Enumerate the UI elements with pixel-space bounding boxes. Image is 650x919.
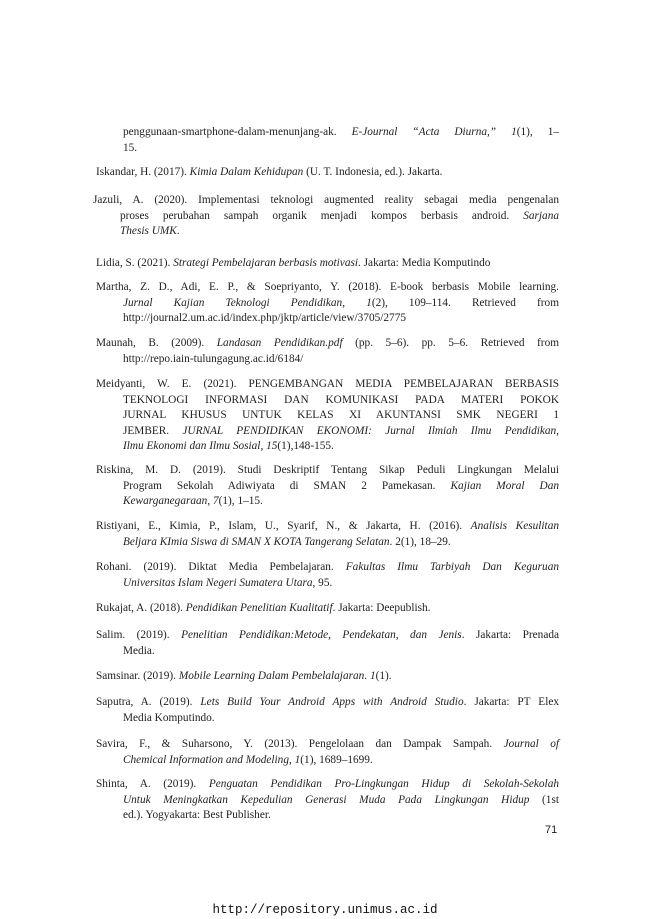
reference-text: Universitas Islam Negeri Sumatera Utara [123,576,313,589]
reference-entry [96,256,559,272]
reference-text: Savira, F., & Suharsono, Y. (2013). Pengelolaan dan Dampak Sampah. [96,738,504,750]
reference-text: Penguatan Pendidikan Pro-Lingkungan Hidup di Sekolah-Sekolah [208,778,559,790]
reference-text: Kimia Dalam Kehidupan [189,166,304,178]
reference-text: (2), 109–114. Retrieved from [371,296,559,309]
reference-text: Kewarganegaraan [123,495,208,508]
reference-text: . 2(1), 18–29. [389,535,451,548]
reference-line [96,560,559,576]
reference-line [93,193,559,209]
reference-text: . [364,670,370,682]
reference-text: 1 [294,753,301,766]
reference-line [96,424,559,440]
reference-entry [96,601,559,617]
reference-line [96,311,559,327]
reference-text: . Jakarta: Deepublish. [332,602,431,614]
reference-text: Penelitian Pendidikan:Metode, Pendekatan, dan Jenis [181,629,462,641]
reference-text: Pendidikan Penelitian Kualitatif [185,602,333,614]
reference-text: Kajian Moral Dan [450,479,559,492]
reference-line [96,793,559,809]
reference-line [96,535,559,551]
reference-text: Riskina, M. D. (2019). Studi Deskriptif Tentang Sikap Peduli Lingkungan Melalui [96,464,559,476]
reference-text: JURNAL KHUSUS UNTUK KELAS XI AKUNTANSI SMK NEGERI 1 [123,409,559,422]
repository-url[interactable]: http://repository.unimus.ac.id [212,903,438,917]
reference-text: Shinta, A. (2019). [96,778,209,790]
reference-text: , 95. [312,576,333,589]
reference-line [96,808,559,824]
reference-entry [96,628,559,659]
reference-line [96,393,559,409]
reference-text: 15. [123,141,138,154]
reference-line [96,280,559,296]
reference-entry [96,669,559,685]
reference-text: Analisis Kesulitan [470,520,559,532]
reference-text: ed.). Yogyakarta: Best Publisher. [123,809,271,822]
reference-text: . Jakarta: PT Elex [463,696,559,708]
reference-line [96,296,559,312]
reference-line [96,695,559,711]
reference-text: penggunaan-smartphone-dalam-menunjang-ak. [123,126,352,138]
reference-text: Mobile Learning Dalam Pembelalajaran [178,670,365,682]
reference-line [96,753,559,769]
reference-line [96,408,559,424]
reference-text: Jurnal Kajian Teknologi Pendidikan [123,296,343,309]
reference-line [93,224,559,240]
reference-text: 1 [366,296,372,309]
reference-text: Salim. (2019). [96,629,182,641]
reference-text: Ilmu Ekonomi dan Ilmu Sosial [123,440,261,453]
reference-line [96,644,559,660]
reference-line [96,165,559,181]
reference-line [96,669,559,685]
reference-line [93,209,559,225]
reference-text: Beljara KImia Siswa di SMAN X KOTA Tangerang Selatan [123,535,390,548]
reference-text: Rohani. (2019). Diktat Media Pembelajaran. [96,561,346,573]
reference-text: (1), 1– [516,126,559,138]
reference-text: , [288,753,295,766]
reference-text: , [207,495,213,508]
reference-entry [96,463,559,510]
reference-text: (U. T. Indonesia, ed.). Jakarta. [303,166,443,178]
reference-text: Chemical Information and Modeling [123,753,289,766]
page-number: 71 [545,824,558,836]
reference-text: Ristiyani, E., Kimia, P., Islam, U., Syarif, N., & Jakarta, H. (2016). [96,520,471,532]
reference-text: (1), 1689–1699. [300,753,373,766]
reference-entry [96,280,559,327]
reference-text: Untuk Meningkatkan Kepedulian Generasi Muda Pada Lingkungan Hidup [123,793,530,806]
reference-text: Thesis UMK [120,225,177,238]
reference-line [96,628,559,644]
reference-text: TEKNOLOGI INFORMASI DAN KOMUNIKASI PADA MATERI POKOK [123,393,559,406]
reference-line [123,125,559,141]
reference-text: 1 [369,670,376,682]
reference-text: Jazuli, A. (2020). Implementasi teknologi augmented reality sebagai media pengenalan [93,194,559,206]
reference-text: Lets Build Your Android Apps with Android Studio [200,696,464,708]
reference-entry [123,125,559,156]
reference-text: Iskandar, H. (2017). [96,166,190,178]
reference-text: Meidyanti, W. E. (2021). PENGEMBANGAN MEDIA PEMBELAJARAN BERBASIS [96,378,559,390]
reference-text: JEMBER. [123,424,183,437]
reference-entry [96,377,559,455]
reference-entry [96,165,559,181]
reference-text: , [260,440,267,453]
reference-text: (1). [375,670,392,682]
reference-text: E-Journal “Acta Diurna,” 1 [351,126,517,138]
reference-text: Samsinar. (2019). [96,670,179,682]
reference-text: Fakultas Ilmu Tarbiyah Dan Keguruan [345,561,560,573]
reference-text: Media Komputindo. [123,711,215,724]
reference-line [96,494,559,510]
reference-text: (1), 1–15. [218,495,263,508]
reference-text: . Jakarta: Prenada [461,629,560,641]
reference-text: . [176,225,180,238]
reference-text: 15 [266,440,278,453]
reference-line [96,463,559,479]
reference-line [96,519,559,535]
reference-line [96,777,559,793]
reference-line [96,377,559,393]
reference-text: Rukajat, A. (2018). [96,602,186,614]
reference-text: 7 [212,495,219,508]
reference-line [123,141,559,157]
reference-line [96,336,559,352]
reference-entry [96,336,559,367]
reference-text: Strategi Pembelajaran berbasis motivasi [173,257,359,269]
reference-text: (1st [529,793,559,806]
reference-text: Saputra, A. (2019). [96,696,201,708]
reference-line [96,737,559,753]
reference-line [96,439,559,455]
reference-text: Program Sekolah Adiwiyata di SMAN 2 Pamekasan. [123,479,451,492]
reference-entry [96,737,559,768]
reference-text: , [342,296,367,309]
reference-line [96,576,559,592]
reference-line [96,479,559,495]
reference-text: Maunah, B. (2009). [96,337,217,349]
reference-text: http://journal2.um.ac.id/index.php/jktp/article/view/3705/2775 [123,312,407,325]
reference-text: (1),148-155. [277,440,334,453]
reference-text: proses perubahan sampah organik menjadi kompos berbasis android. [120,209,524,222]
reference-text: Martha, Z. D., Adi, E. P., & Soepriyanto, Y. (2018). E-book berbasis Mobile learning. [96,281,559,293]
reference-text: Lidia, S. (2021). [96,257,174,269]
reference-entry [96,519,559,550]
reference-text: http://repo.iain-tulungagung.ac.id/6184/ [123,352,304,365]
reference-text: Landasan Pendidikan.pdf [216,337,343,349]
reference-line [96,601,559,617]
reference-line [96,352,559,368]
reference-text: . Jakarta: Media Komputindo [358,257,491,269]
reference-entry [96,777,559,824]
reference-line [96,711,559,727]
reference-text: (pp. 5–6). pp. 5–6. Retrieved from [342,337,560,349]
reference-text: Journal of [503,738,559,750]
reference-line [96,256,559,272]
reference-text: Media. [123,644,155,657]
reference-entry [96,695,559,726]
reference-entry [93,193,559,240]
reference-entry [96,560,559,591]
reference-text: JURNAL PENDIDIKAN EKONOMI: Jurnal Ilmiah Ilmu Pendidikan, [182,424,559,437]
reference-text: Sarjana [523,209,559,222]
